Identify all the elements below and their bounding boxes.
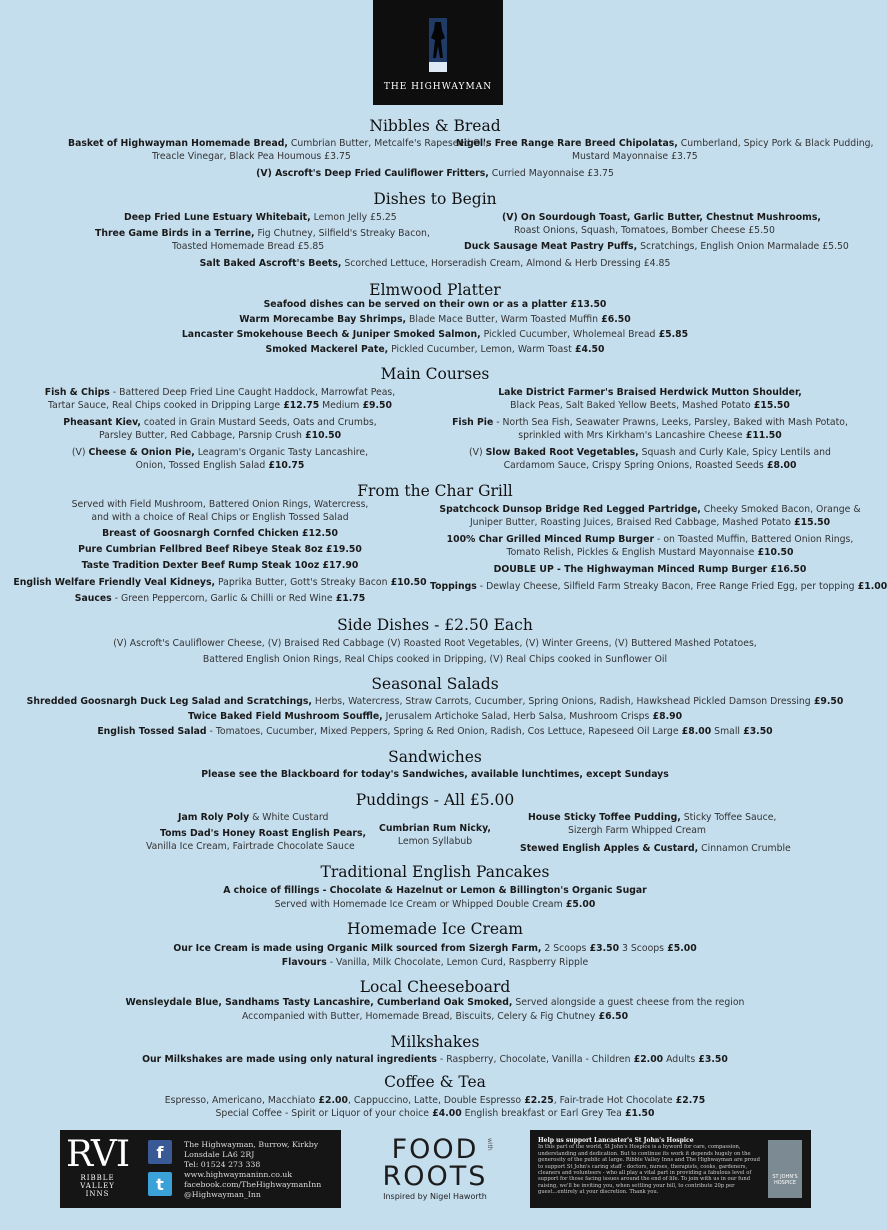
menu-item: Smoked Mackerel Pate, Pickled Cucumber, Lemon, Warm Toast £4.50 (265, 344, 605, 355)
menu-item-desc: Tartar Sauce, Real Chips cooked in Dripping Large £12.75 Medium £9.50 (48, 400, 392, 411)
menu-item-desc: Roast Onions, Squash, Tomatoes, Bomber Cheese £5.50 (514, 225, 775, 236)
facebook-icon[interactable]: f (148, 1140, 172, 1164)
twitter-handle[interactable]: @Highwayman_Inn (184, 1190, 261, 1199)
footer-rvi-panel (60, 1130, 341, 1208)
section-title-elmwood: Elmwood Platter (369, 281, 501, 299)
menu-item: Fish Pie - North Sea Fish, Seawater Prawns, Leeks, Parsley, Baked with Mash Potato, (452, 417, 848, 428)
menu-item: House Sticky Toffee Pudding, Sticky Toffee Sauce, (528, 812, 777, 823)
menu-line: Our Milkshakes are made using only natural ingredients - Raspberry, Chocolate, Vanilla - Children £2.00 Adults £3.50 (142, 1054, 728, 1065)
menu-item-desc: Toasted Homemade Bread £5.85 (172, 241, 325, 252)
menu-item: Pheasant Kiev, coated in Grain Mustard Seeds, Oats and Crumbs, (63, 417, 377, 428)
contact-address: The Highwayman, Burrow, Kirkby Lonsdale LA6 2RJ Tel: 01524 273 338 www.highwaymaninn.co.uk facebook.com/TheHighwaymanInn @Highwayman_Inn (184, 1140, 322, 1199)
menu-line: Please see the Blackboard for today's Sandwiches, available lunchtimes, except Sundays (201, 769, 669, 780)
facebook-link[interactable]: facebook.com/TheHighwaymanInn (184, 1180, 322, 1189)
menu-item: 100% Char Grilled Minced Rump Burger - on Toasted Muffin, Battered Onion Rings, (446, 534, 854, 545)
menu-item: Deep Fried Lune Estuary Whitebait, Lemon Jelly £5.25 (124, 212, 397, 223)
menu-item: English Welfare Friendly Veal Kidneys, Paprika Butter, Gott's Streaky Bacon £10.50 (13, 577, 427, 588)
menu-item: (V) Slow Baked Root Vegetables, Squash and Curly Kale, Spicy Lentils and (469, 447, 831, 458)
menu-line: (V) Ascroft's Cauliflower Cheese, (V) Braised Red Cabbage (V) Roasted Root Vegetables, (V) Winter Greens, (V) Buttered Mashed Potatoes, (113, 638, 757, 649)
food-with-roots-logo: FOOD with ROOTS Inspired by Nigel Haworth (382, 1134, 493, 1201)
menu-item: DOUBLE UP - The Highwayman Minced Rump Burger £16.50 (493, 564, 807, 575)
menu-line: and with a choice of Real Chips or English Tossed Salad (91, 512, 349, 523)
menu-item: (V) Cheese & Onion Pie, Leagram's Organic Tasty Lancashire, (71, 447, 369, 458)
menu-item: Toms Dad's Honey Roast English Pears, (160, 828, 367, 839)
menu-item-desc: Parsley Butter, Red Cabbage, Parsnip Crush £10.50 (98, 430, 342, 441)
menu-item-desc: Lemon Syllabub (397, 836, 473, 847)
menu-line: A choice of fillings - Chocolate & Hazelnut or Lemon & Billington's Organic Sugar (223, 885, 647, 896)
menu-item: Pure Cumbrian Fellbred Beef Ribeye Steak 8oz £19.50 (78, 544, 362, 555)
menu-line: Served with Homemade Ice Cream or Whipped Double Cream £5.00 (274, 899, 596, 910)
menu-item: (V) Ascroft's Deep Fried Cauliflower Fritters, Curried Mayonnaise £3.75 (256, 168, 614, 179)
menu-item-desc: Mustard Mayonnaise £3.75 (572, 151, 698, 162)
menu-item: Lake District Farmer's Braised Herdwick Mutton Shoulder, (498, 387, 802, 398)
menu-item: Toppings - Dewlay Cheese, Silfield Farm Streaky Bacon, Free Range Fried Egg, per topping £1.00 (430, 581, 887, 592)
section-title-nibbles: Nibbles & Bread (369, 117, 501, 135)
menu-item-desc: Cardamom Sauce, Crispy Spring Onions, Roasted Seeds £8.00 (503, 460, 797, 471)
section-title-puddings: Puddings - All £5.00 (355, 791, 515, 809)
menu-item: Stewed English Apples & Custard, Cinnamon Crumble (520, 843, 791, 854)
menu-item: Sauces - Green Peppercorn, Garlic & Chilli or Red Wine £1.75 (74, 593, 366, 604)
menu-item: (V) On Sourdough Toast, Garlic Butter, Chestnut Mushrooms, (502, 212, 821, 223)
highwayman-figure-icon (429, 18, 447, 72)
menu-item-desc: Treacle Vinegar, Black Pea Houmous £3.75 (152, 151, 351, 162)
menu-item-desc: Juniper Butter, Roasting Juices, Braised Red Cabbage, Mashed Potato £15.50 (469, 517, 831, 528)
footer-hospice-panel (530, 1130, 811, 1208)
section-title-salads: Seasonal Salads (371, 675, 499, 693)
section-title-sandwiches: Sandwiches (388, 748, 482, 766)
menu-item: English Tossed Salad - Tomatoes, Cucumber, Mixed Peppers, Spring & Red Onion, Radish, Cos Lettuce, Rapeseed Oil Large £8.00 Small £3.50 (97, 726, 773, 737)
menu-item-desc: Black Peas, Salt Baked Yellow Beets, Mashed Potato £15.50 (510, 400, 790, 411)
menu-item: Duck Sausage Meat Pastry Puffs, Scratchings, English Onion Marmalade £5.50 (464, 241, 849, 252)
menu-line: Flavours - Vanilla, Milk Chocolate, Lemon Curd, Raspberry Ripple (281, 957, 589, 968)
section-title-milkshakes: Milkshakes (390, 1033, 480, 1051)
menu-line: Special Coffee - Spirit or Liquor of your choice £4.00 English breakfast or Earl Grey Tea £1.50 (215, 1108, 655, 1119)
menu-item-desc: sprinkled with Mrs Kirkham's Lancashire Cheese £11.50 (518, 430, 782, 441)
menu-item: Taste Tradition Dexter Beef Rump Steak 10oz £17.90 (81, 560, 359, 571)
menu-item: Cumbrian Rum Nicky, (379, 823, 491, 834)
section-title-dishes: Dishes to Begin (373, 190, 497, 208)
section-title-cheese: Local Cheeseboard (359, 978, 511, 996)
menu-line: Our Ice Cream is made using Organic Milk sourced from Sizergh Farm, 2 Scoops £3.50 3 Scoops £5.00 (173, 943, 697, 954)
menu-item-desc: Vanilla Ice Cream, Fairtrade Chocolate Sauce (146, 841, 355, 852)
section-title-sides: Side Dishes - £2.50 Each (337, 616, 533, 634)
menu-item: Nigel's Free Range Rare Breed Chipolatas, Cumberland, Spicy Pork & Black Pudding, (456, 138, 874, 149)
section-title-pancakes: Traditional English Pancakes (320, 863, 550, 881)
twitter-icon[interactable]: t (148, 1172, 172, 1196)
menu-item: Lancaster Smokehouse Beech & Juniper Smoked Salmon, Pickled Cucumber, Wholemeal Bread £5.85 (181, 329, 689, 340)
menu-item: Warm Morecambe Bay Shrimps, Blade Mace Butter, Warm Toasted Muffin £6.50 (239, 314, 631, 325)
menu-item: Spatchcock Dunsop Bridge Red Legged Partridge, Cheeky Smoked Bacon, Orange & (439, 504, 861, 515)
section-title-coffee: Coffee & Tea (384, 1073, 486, 1091)
menu-line: Seafood dishes can be served on their own or as a platter £13.50 (263, 299, 607, 310)
hospice-text: Help us support Lancaster's St John's Hospice In this part of the world, St John's Hospice is a byword for care, compassion, understanding and dedication. But to continue its work it depends hugely on the generosity of the public at large. Ribble Valley Inns and The Highwayman are proud to support St John's caring staff - doctors, nurses, therapists, cooks, gardeners, cleaners and volunteers - who all play a vital part in providing a fabulous level of support for those facing issues around the end of life. To join with us in our fund raising, we'll be inviting you, when settling your bill, to contribute 20p per guest...entirely at your discretion. Thank you. (538, 1137, 760, 1196)
menu-item: Three Game Birds in a Terrine, Fig Chutney, Silfield's Streaky Bacon, (95, 228, 430, 239)
menu-line: Battered English Onion Rings, Real Chips cooked in Dripping, (V) Real Chips cooked in Sunflower Oil (202, 654, 668, 665)
website-link[interactable]: www.highwaymaninn.co.uk (184, 1170, 293, 1179)
menu-line: Served with Field Mushroom, Battered Onion Rings, Watercress, (71, 499, 369, 510)
section-title-main: Main Courses (380, 365, 490, 383)
menu-item-desc: Onion, Tossed English Salad £10.75 (135, 460, 305, 471)
hospice-leaflet-image: ST JOHN'S HOSPICE (768, 1140, 802, 1198)
menu-item: Twice Baked Field Mushroom Souffle, Jerusalem Artichoke Salad, Herb Salsa, Mushroom Crisps £8.90 (187, 711, 683, 722)
menu-line: Espresso, Americano, Macchiato £2.00, Cappuccino, Latte, Double Espresso £2.25, Fair-trade Hot Chocolate £2.75 (164, 1095, 706, 1106)
menu-item: Shredded Goosnargh Duck Leg Salad and Scratchings, Herbs, Watercress, Straw Carrots, Cucumber, Spring Onions, Radish, Hawkshead Pickled Damson Dressing £9.50 (26, 696, 844, 707)
menu-item-desc: Sizergh Farm Whipped Cream (568, 825, 706, 836)
section-title-grill: From the Char Grill (357, 482, 513, 500)
highwayman-logo (373, 0, 503, 105)
menu-item-desc: Tomato Relish, Pickles & English Mustard Mayonnaise £10.50 (506, 547, 794, 558)
menu-line: Accompanied with Butter, Homemade Bread, Biscuits, Celery & Fig Chutney £6.50 (241, 1011, 629, 1022)
menu-item: Breast of Goosnargh Cornfed Chicken £12.50 (102, 528, 338, 539)
menu-item: Fish & Chips - Battered Deep Fried Line Caught Haddock, Marrowfat Peas, (44, 387, 396, 398)
menu-line: Wensleydale Blue, Sandhams Tasty Lancashire, Cumberland Oak Smoked, Served alongside a guest cheese from the region (125, 997, 745, 1008)
menu-item: Salt Baked Ascroft's Beets, Scorched Lettuce, Horseradish Cream, Almond & Herb Dressing £4.85 (199, 258, 671, 269)
menu-item: Jam Roly Poly & White Custard (178, 812, 329, 823)
section-title-icecream: Homemade Ice Cream (347, 920, 523, 938)
restaurant-name: THE HIGHWAYMAN (383, 82, 493, 92)
menu-item: Basket of Highwayman Homemade Bread, Cumbrian Butter, Metcalfe's Rapeseed Oil, (68, 138, 489, 149)
rvi-logo: RVI RIBBLE VALLEY INNS (66, 1134, 130, 1198)
